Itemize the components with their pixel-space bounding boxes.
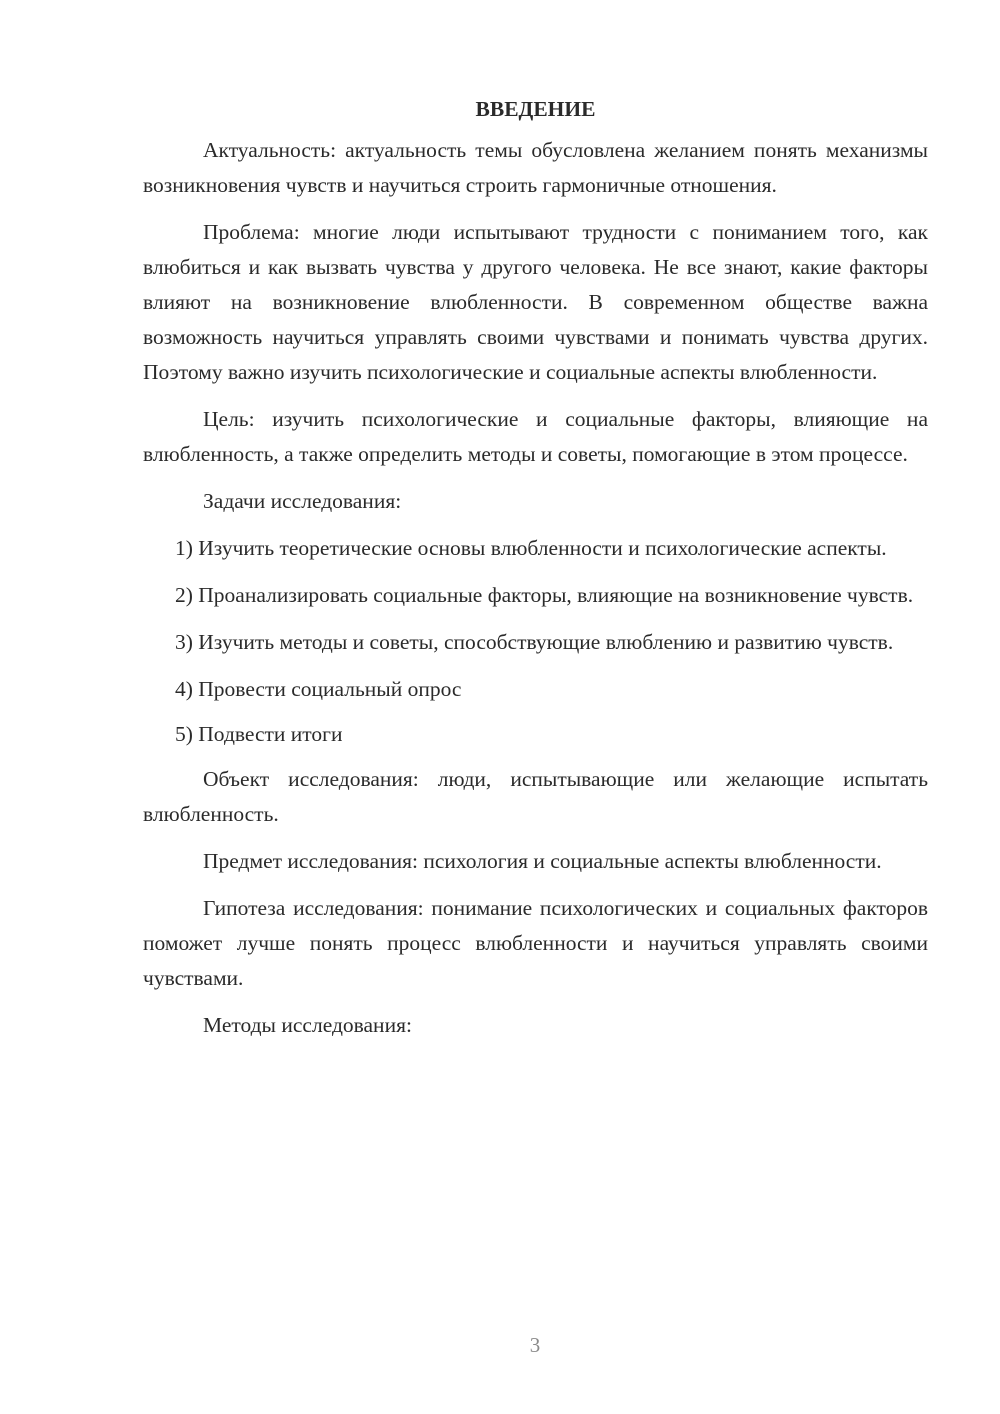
page-title: ВВЕДЕНИЕ: [475, 97, 596, 121]
hypothesis-paragraph: Гипотеза исследования: понимание психологических и социальных факторов поможет лучше понять процесс влюбленности и научиться управлять своими чувствами.: [143, 896, 928, 990]
task-item-4: 4) Провести социальный опрос: [175, 677, 462, 701]
methods-heading: Методы исследования:: [203, 1013, 412, 1037]
relevance-paragraph: Актуальность: актуальность темы обусловлена желанием понять механизмы возникновения чувств и научиться строить гармоничные отношения.: [143, 138, 928, 197]
subject-paragraph: Предмет исследования: психология и социальные аспекты влюбленности.: [203, 849, 882, 873]
object-paragraph: Объект исследования: люди, испытывающие или желающие испытать влюбленность.: [143, 767, 928, 826]
page-content: [143, 92, 928, 1055]
tasks-heading: Задачи исследования:: [203, 489, 402, 513]
task-item-3: 3) Изучить методы и советы, способствующие влюблению и развитию чувств.: [175, 630, 894, 654]
problem-paragraph: Проблема: многие люди испытывают трудности с пониманием того, как влюбиться и как вызвать чувства у другого человека. Не все знают, какие факторы влияют на возникновение влюбленности. В современном обществе важна возможность научиться управлять своими чувствами и понимать чувства других. Поэтому важно изучить психологические и социальные аспекты влюбленности.: [143, 220, 928, 384]
task-item-5: 5) Подвести итоги: [175, 722, 343, 746]
task-item-1: 1) Изучить теоретические основы влюбленности и психологические аспекты.: [175, 536, 887, 560]
page-number: 3: [529, 1333, 541, 1357]
goal-paragraph: Цель: изучить психологические и социальные факторы, влияющие на влюбленность, а также определить методы и советы, помогающие в этом процессе.: [143, 407, 928, 466]
task-item-2: 2) Проанализировать социальные факторы, влияющие на возникновение чувств.: [175, 583, 914, 607]
